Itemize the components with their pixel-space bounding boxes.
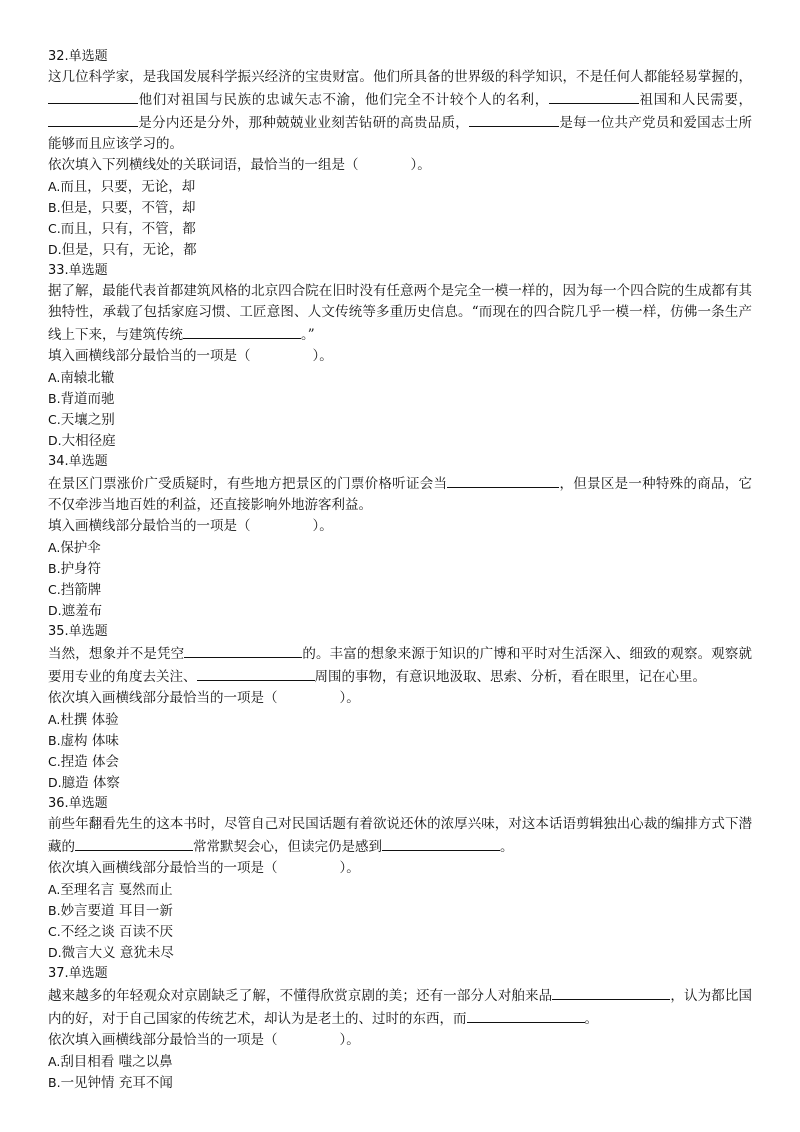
option-b: B.一见钟情 充耳不闻 [48,1075,173,1091]
question-stem: 在景区门票涨价广受质疑时，有些地方把景区的门票价格听证会当 ，但景区是一种特殊的商品，它不仅牵涉当地百姓的利益，还直接影响外地游客利益。 [48,472,752,516]
option-b: B.背道而驰 [48,391,115,407]
answer-blank [467,1007,585,1023]
answer-blank [469,111,559,127]
question-header: 34.单选题 [48,454,108,469]
answer-blank [48,111,138,127]
option-a: A.南辕北辙 [48,370,115,386]
question-stem: 这几位科学家，是我国发展科学振兴经济的宝贵财富。他们所具备的世界级的科学知识，不是任何人都能轻易掌握的，他们对祖国与民族的忠诚矢志不渝，他们完全不计较个人的名利， 祖国和人民需要，是分内还是分外，那种兢兢业业刻苦钻研的高贵品质， 是每一位共产党员和爱国志士所能够而且应该学习的。 [48,69,753,152]
answer-blank [48,88,138,104]
question-33 [48,260,752,451]
option-d: D.遮羞布 [48,603,103,619]
question-stem: 当然，想象并不是凭空 的。丰富的想象来源于知识的广博和平时对生活深入、细致的观察。观察就要用专业的角度去关注、 周围的事物，有意识地汲取、思索、分析，看在眼里，记在心里。 [48,642,752,688]
answer-blank [183,323,301,339]
option-c: C.捏造 体会 [48,754,119,770]
question-header: 36.单选题 [48,796,108,811]
question-prompt: 依次填入画横线部分最恰当的一项是（ ）。 [48,860,360,876]
option-c: C.而且，只有，不管，都 [48,221,196,237]
answer-blank [447,472,559,488]
question-stem: 前些年翻看先生的这本书时，尽管自己对民国话题有着欲说还休的浓厚兴味，对这本话语剪辑独出心裁的编排方式下潜藏的 常常默契会心，但读完仍是感到 。 [48,816,752,855]
option-b: B.妙言要道 耳目一新 [48,903,173,919]
question-prompt: 依次填入画横线部分最恰当的一项是（ ）。 [48,1032,360,1048]
question-header: 32.单选题 [48,49,108,64]
option-d: D.但是，只有，无论，都 [48,242,197,258]
option-a: A.杜撰 体验 [48,712,119,728]
option-d: D.微言大义 意犹未尽 [48,945,174,961]
answer-blank [549,88,639,104]
question-32 [48,46,752,260]
question-34 [48,451,752,621]
question-36 [48,793,752,963]
option-b: B.护身符 [48,561,102,577]
option-a: A.保护伞 [48,540,101,556]
option-d: D.大相径庭 [48,433,116,449]
question-stem: 越来越多的年轻观众对京剧缺乏了解，不懂得欣赏京剧的美；还有一部分人对舶来品 ，认为都比国内的好，对于自己国家的传统艺术，却认为是老土的、过时的东西，而 。 [48,984,752,1030]
option-a: A.刮目相看 嗤之以鼻 [48,1054,173,1070]
option-c: C.天壤之别 [48,412,115,428]
answer-blank [197,665,315,681]
option-c: C.挡箭牌 [48,582,102,598]
option-d: D.臆造 体察 [48,775,120,791]
question-prompt: 填入画横线部分最恰当的一项是（ ）。 [48,518,333,534]
answer-blank [184,642,302,658]
option-c: C.不经之谈 百读不厌 [48,924,173,940]
question-prompt: 依次填入画横线部分最恰当的一项是（ ）。 [48,690,360,706]
question-header: 33.单选题 [48,263,108,278]
question-37 [48,963,752,1093]
answer-blank [552,984,670,1000]
question-header: 35.单选题 [48,624,108,639]
option-a: A.而且，只要，无论，却 [48,179,196,195]
question-stem: 据了解，最能代表首都建筑风格的北京四合院在旧时没有任意两个是完全一模一样的，因为每一个四合院的生成都有其独特性，承载了包括家庭习惯、工匠意图、人文传统等多重历史信息。“而现在的四合院几乎一模一样，仿佛一条生产线上下来，与建筑传统 。” [48,283,752,343]
answer-blank [75,835,193,851]
question-header: 37.单选题 [48,966,108,981]
question-prompt: 依次填入下列横线处的关联词语，最恰当的一组是（ ）。 [48,157,431,173]
answer-blank [382,835,500,851]
option-b: B.虚构 体味 [48,733,119,749]
option-a: A.至理名言 戛然而止 [48,882,173,898]
question-prompt: 填入画横线部分最恰当的一项是（ ）。 [48,348,333,364]
question-35 [48,621,752,793]
option-b: B.但是，只要，不管，却 [48,200,196,216]
